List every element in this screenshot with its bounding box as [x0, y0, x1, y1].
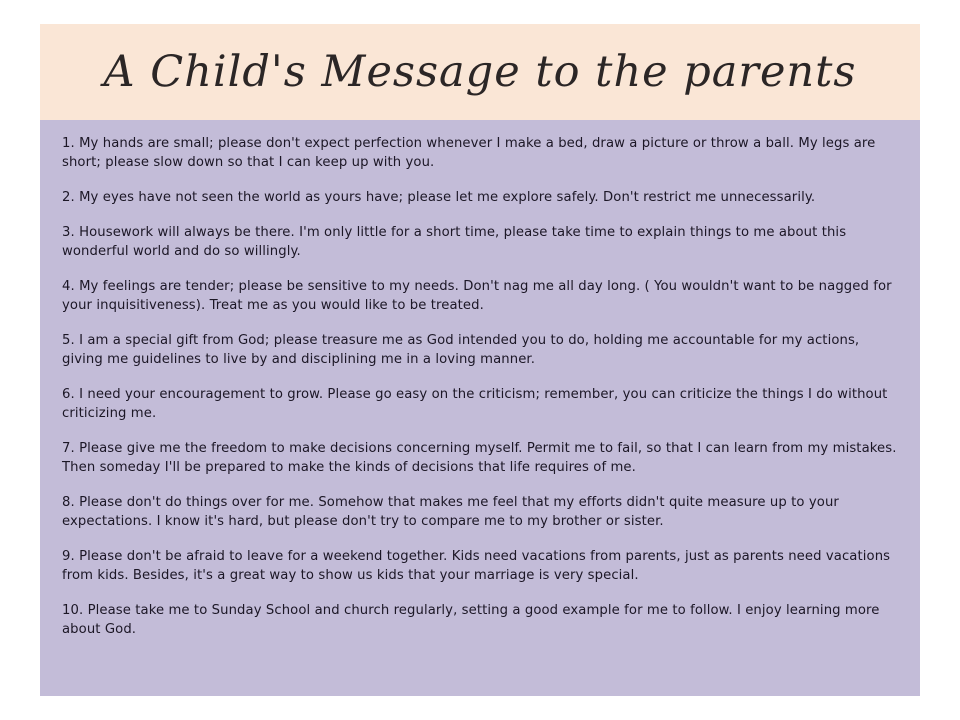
list-item: 5. I am a special gift from God; please treasure me as God intended you to do, holding me accountable for my actions, giving me guidelines to live by and disciplining me in a loving manner.	[62, 333, 860, 367]
list-item: 6. I need your encouragement to grow. Please go easy on the criticism; remember, you can criticize the things I do without criticizing me.	[62, 387, 888, 421]
slide	[40, 24, 920, 696]
list-item: 9. Please don't be afraid to leave for a weekend together. Kids need vacations from parents, just as parents need vacations from kids. Besides, it's a great way to show us kids that your marriage is very special.	[62, 549, 891, 583]
page-title: A Child's Message to the parents	[103, 47, 857, 97]
list-item: 7. Please give me the freedom to make decisions concerning myself. Permit me to fail, so that I can learn from my mistakes. Then someday I'll be prepared to make the kinds of decisions that life requires of me.	[62, 441, 897, 475]
list-item: 4. My feelings are tender; please be sensitive to my needs. Don't nag me all day long. ( You wouldn't want to be nagged for your inquisitiveness). Treat me as you would like to be treated.	[62, 279, 892, 313]
list-item: 1. My hands are small; please don't expect perfection whenever I make a bed, draw a picture or throw a ball. My legs are short; please slow down so that I can keep up with you.	[62, 136, 876, 170]
list-item: 10. Please take me to Sunday School and church regularly, setting a good example for me to follow. I enjoy learning more about God.	[62, 603, 880, 637]
list-item: 3. Housework will always be there. I'm only little for a short time, please take time to explain things to me about this wonderful world and do so willingly.	[62, 225, 847, 259]
list-item: 2. My eyes have not seen the world as yours have; please let me explore safely. Don't restrict me unnecessarily.	[62, 190, 816, 205]
body-content	[40, 120, 920, 696]
title-band	[40, 24, 920, 120]
list-item: 8. Please don't do things over for me. Somehow that makes me feel that my efforts didn't quite measure up to your expectations. I know it's hard, but please don't try to compare me to my brother or sister.	[62, 495, 839, 529]
